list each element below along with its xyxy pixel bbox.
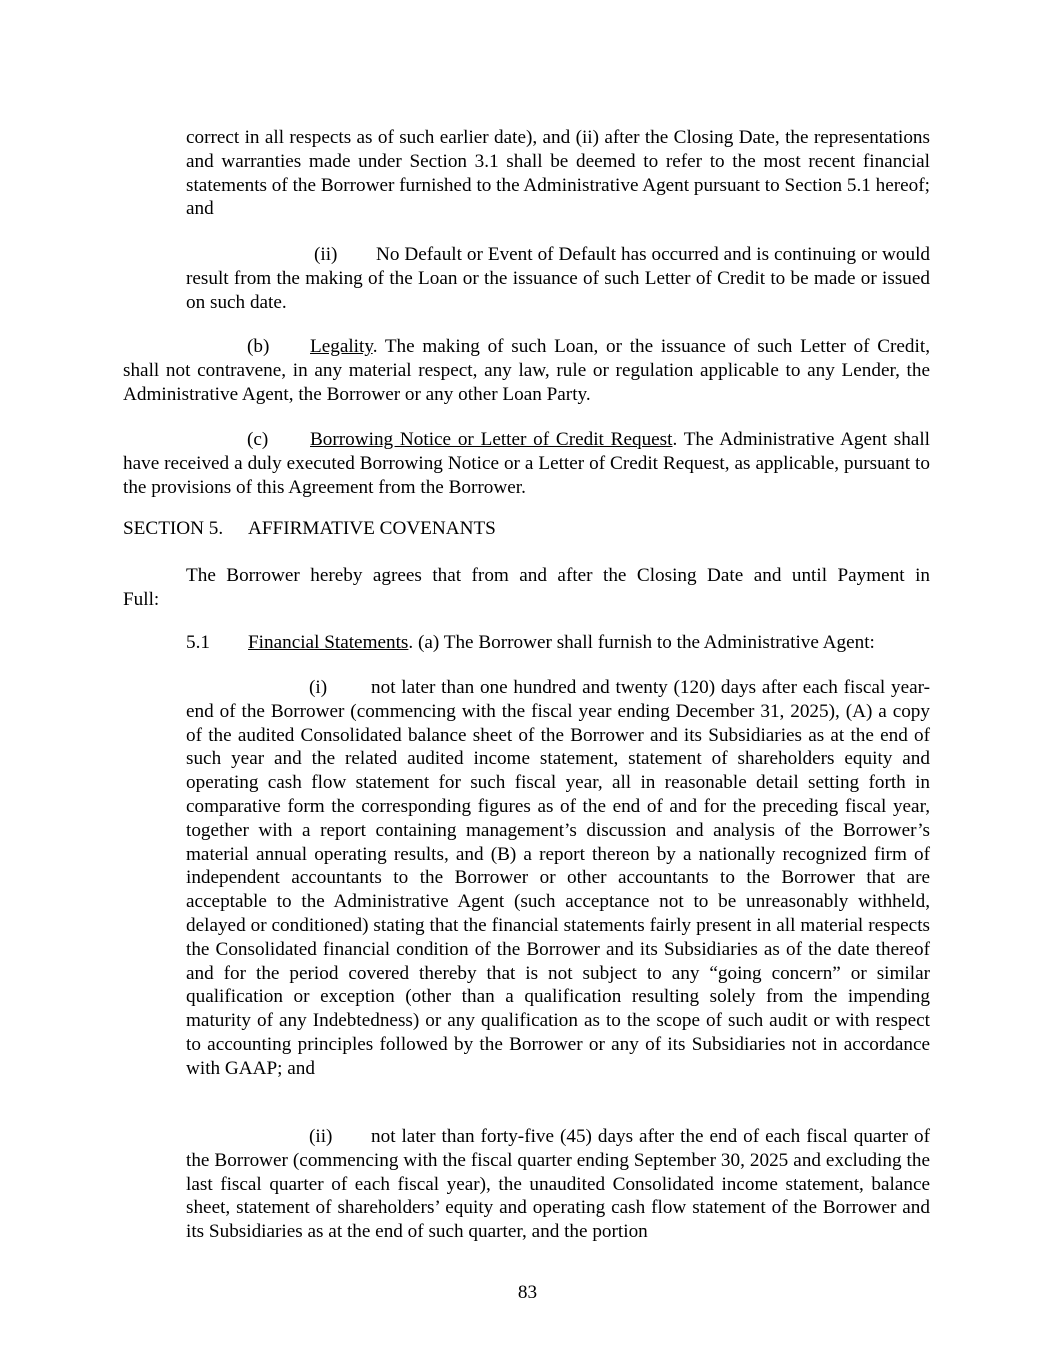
clause-c-text: . The Administrative Agent shall have received a duly executed Borrowing Notice or a Letter of Credit Request, as applicable, pursuant to the provisions of this Agreement from the Borrower. bbox=[123, 429, 930, 498]
subclause-i-paragraph bbox=[186, 676, 930, 1081]
section-5-1-title: Financial Statements bbox=[248, 632, 409, 653]
page-number: 83 bbox=[517, 1282, 538, 1303]
clause-b-text: . The making of such Loan, or the issuance of such Letter of Credit, shall not contravene, in any material respect, any law, rule or regulation applicable to any Lender, the Administrative Agent, the Borrower or any other Loan Party. bbox=[123, 336, 930, 405]
condition-ii-paragraph bbox=[186, 243, 930, 314]
section-5-number: SECTION 5. bbox=[123, 518, 224, 539]
clause-c-title: Borrowing Notice or Letter of Credit Request bbox=[310, 429, 673, 450]
section-5-intro bbox=[123, 564, 930, 612]
subclause-i-text: not later than one hundred and twenty (120) days after each fiscal year-end of the Borrower (commencing with the fiscal year ending December 31, 2025), (A) a copy of the audited Consolidated balance sheet of the Borrower and its Subsidiaries as at the end of such year and the related audited income statement, statement of shareholders equity and operating cash flow statement for such fiscal year, all in reasonable detail setting forth in comparative form the corresponding figures as of the end of and for the preceding fiscal year, together with a report containing management’s discussion and analysis of the Borrower’s material annual operating results, and (B) a report thereon by a nationally recognized firm of independent accountants to the Borrower or other accountants to the Borrower that are acceptable to the Administrative Agent (such acceptance not to be unreasonably withheld, delayed or conditioned) stating that the financial statements fairly present in all material respects the Consolidated financial condition of the Borrower and its Subsidiaries as of the date thereof and for the period covered thereby that is not subject to any “going concern” or similar qualification or exception (other than a qualification resulting solely from the impending maturity of any Indebtedness) or any qualification as to the scope of such audit or with respect to accounting principles followed by the Borrower or any of its Subsidiaries not in accordance with GAAP; and bbox=[186, 677, 930, 1079]
clause-c-label: (c) bbox=[247, 429, 269, 450]
continuation-paragraph bbox=[186, 126, 930, 221]
section-5-intro-line2: Full: bbox=[123, 588, 160, 610]
subclause-i-label: (i) bbox=[309, 677, 328, 698]
subclause-ii-paragraph bbox=[186, 1125, 930, 1244]
condition-ii-text: No Default or Event of Default has occurred and is continuing or would result from the making of the Loan or the issuance of such Letter of Credit to be made or issued on such date. bbox=[186, 244, 930, 313]
continuation-text: correct in all respects as of such earlier date), and (ii) after the Closing Date, the representations and warranties made under Section 3.1 shall be deemed to refer to the most recent financial statements of the Borrower furnished to the Administrative Agent pursuant to Section 5.1 hereof; and bbox=[186, 127, 930, 220]
section-5-1-text: . (a) The Borrower shall furnish to the Administrative Agent: bbox=[408, 632, 875, 653]
section-5-1-number: 5.1 bbox=[186, 632, 210, 653]
clause-b-title: Legality bbox=[310, 336, 373, 357]
section-5-1-paragraph bbox=[186, 631, 930, 655]
section-5-title: AFFIRMATIVE COVENANTS bbox=[248, 518, 496, 539]
clause-b-label: (b) bbox=[247, 336, 270, 357]
clause-c-paragraph bbox=[123, 428, 930, 499]
section-5-intro-line1: The Borrower hereby agrees that from and after the Closing Date and until Payment in bbox=[186, 565, 930, 586]
subclause-ii-text: not later than forty-five (45) days after the end of each fiscal quarter of the Borrower (commencing with the fiscal quarter ending September 30, 2025 and excluding the last fiscal quarter of each fiscal year), the unaudited Consolidated income statement, balance sheet, statement of shareholders’ equity and operating cash flow statement of the Borrower and its Subsidiaries as at the end of such quarter, and the portion bbox=[186, 1126, 930, 1243]
clause-b-paragraph bbox=[123, 335, 930, 406]
section-5-heading bbox=[123, 517, 496, 541]
subclause-ii-label: (ii) bbox=[309, 1126, 333, 1147]
condition-ii-label: (ii) bbox=[314, 244, 338, 265]
